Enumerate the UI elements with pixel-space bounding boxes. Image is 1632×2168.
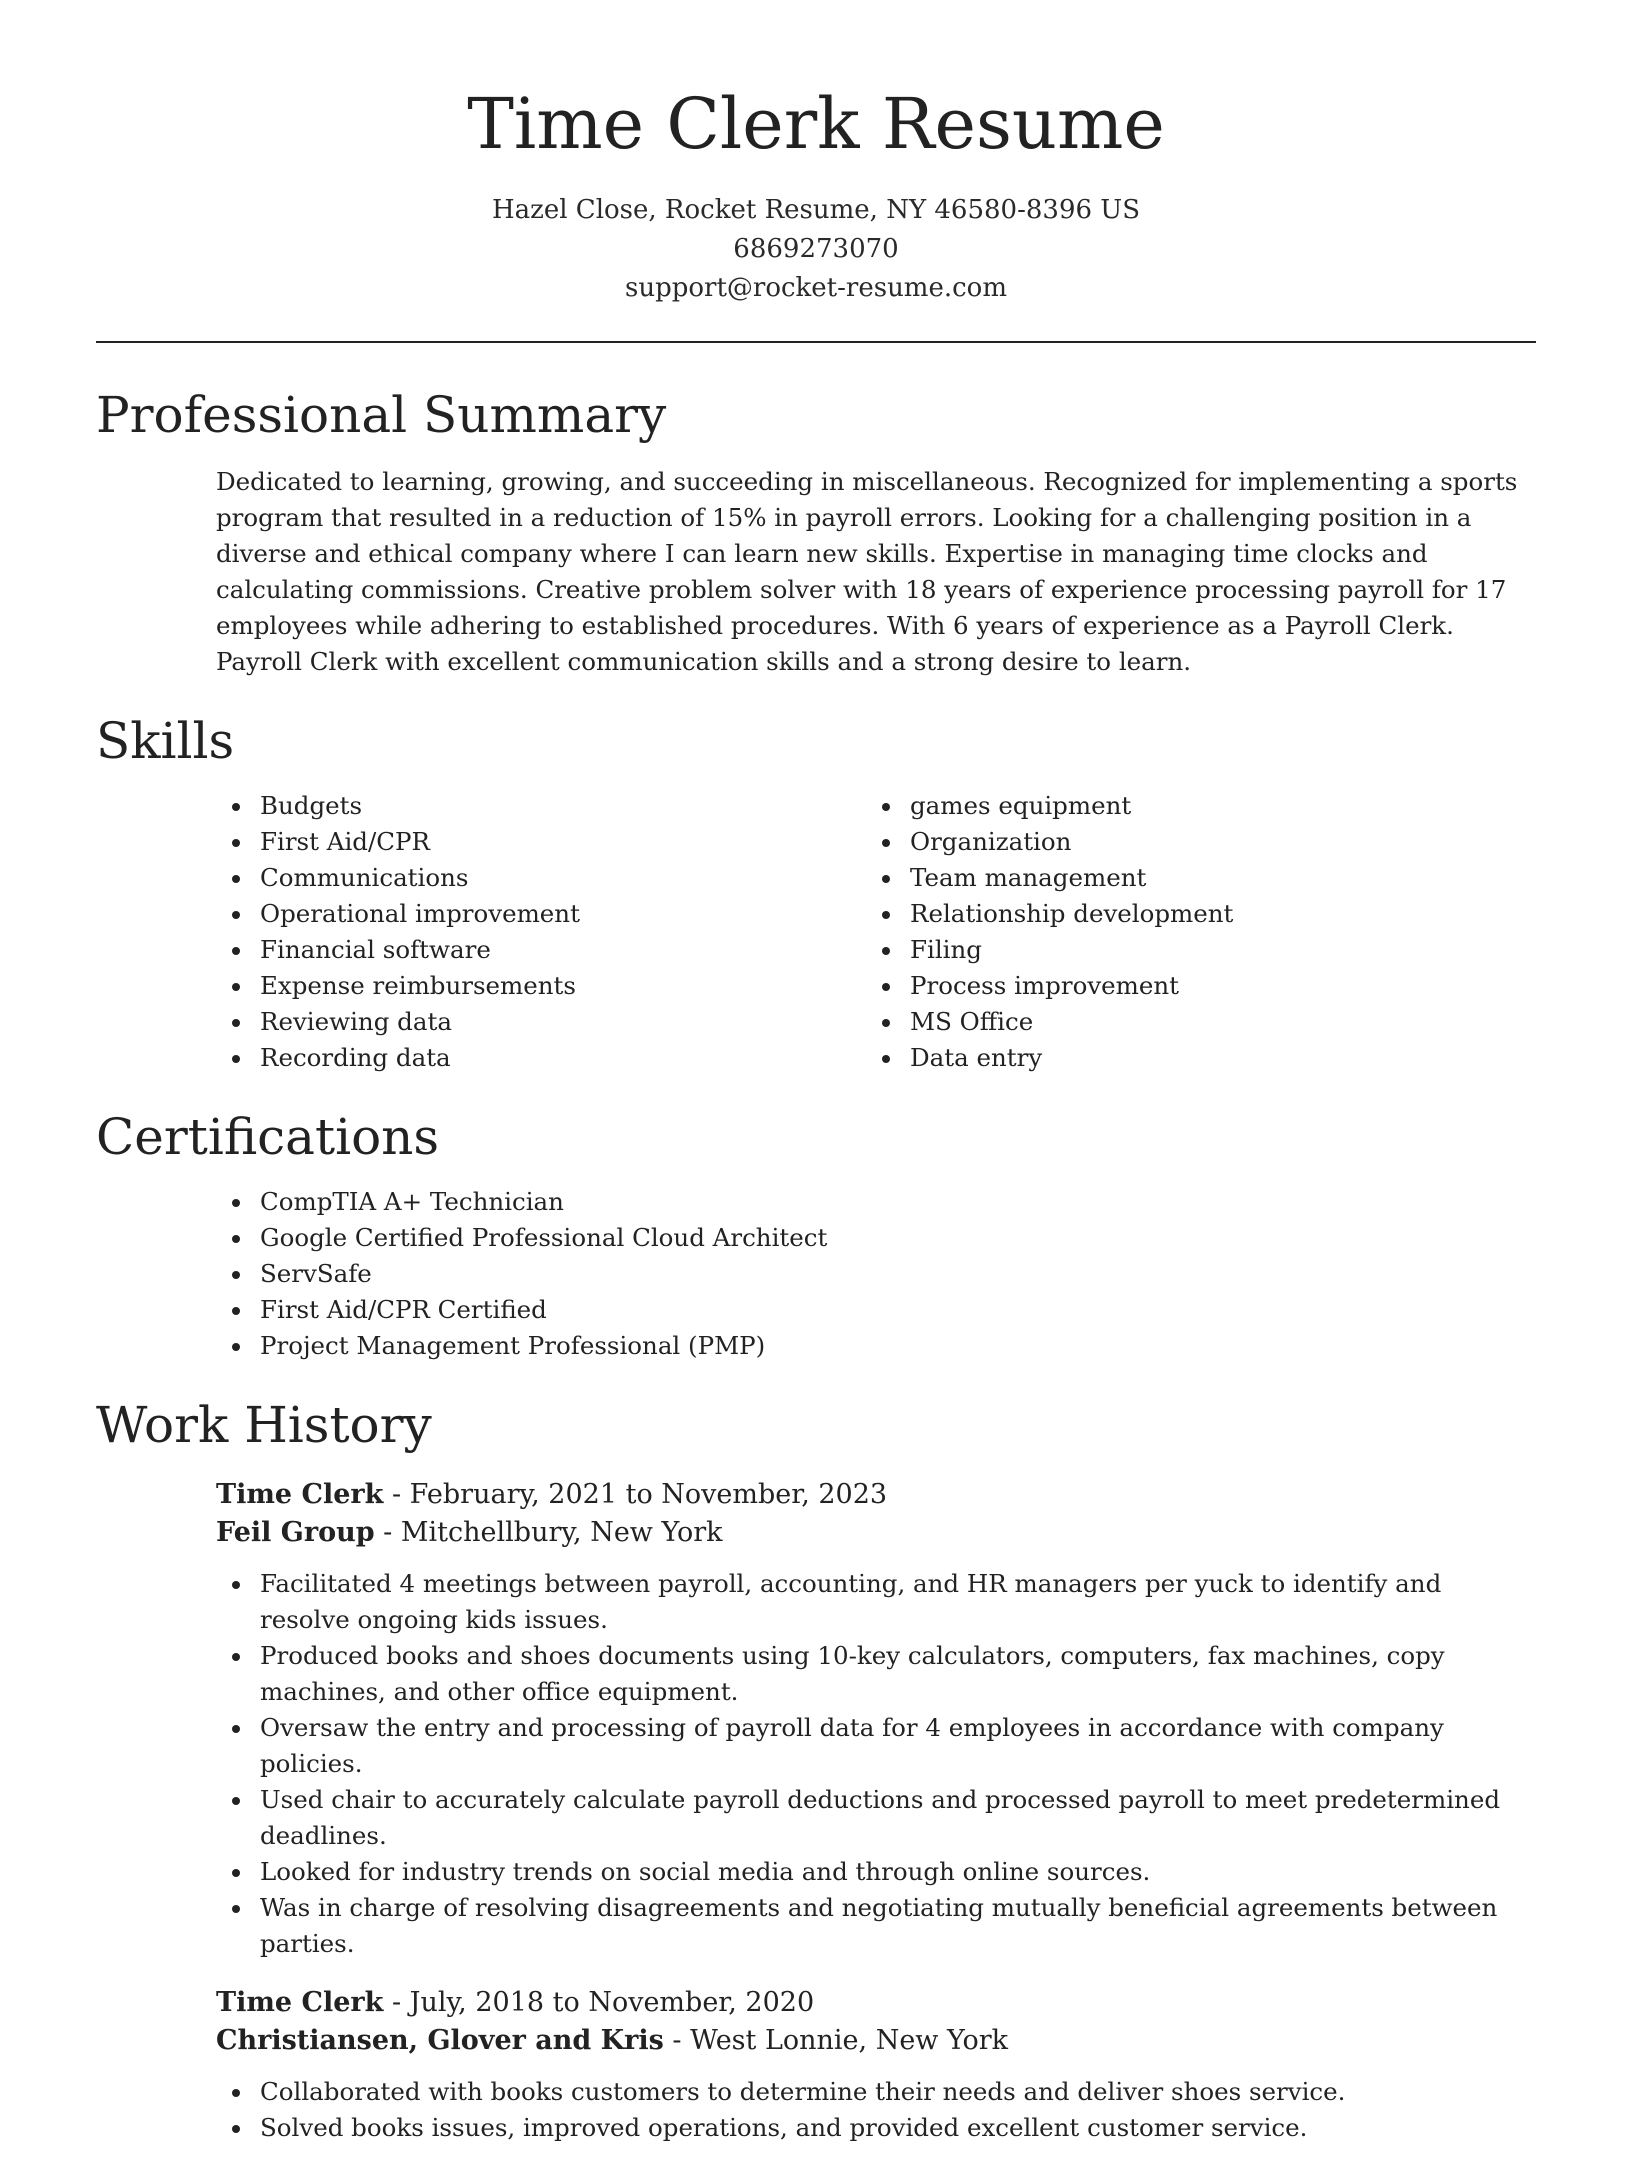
skill-item: Financial software	[216, 932, 866, 968]
skill-item: Data entry	[866, 1040, 1516, 1076]
resume-header	[0, 0, 1632, 308]
resume-body	[96, 378, 1536, 2168]
skills-columns	[216, 788, 1536, 1076]
job-duty: Looked for industry trends on social media and through online sources.	[216, 1854, 1536, 1890]
job-duties-list	[216, 1566, 1536, 1962]
job-duty: Produced books and shoes documents using 10-key calculators, computers, fax machines, copy machines, and other office equipment.	[216, 1638, 1536, 1710]
contact-email: support@rocket-resume.com	[624, 272, 1007, 303]
job-duty: Was in charge of resolving disagreements and negotiating mutually beneficial agreements between parties.	[216, 1890, 1536, 1962]
skill-item: Budgets	[216, 788, 866, 824]
job-title-line	[216, 1476, 1536, 1514]
skill-item: Expense reimbursements	[216, 968, 866, 1004]
skill-item: Organization	[866, 824, 1516, 860]
contact-block	[0, 191, 1632, 308]
skill-item: MS Office	[866, 1004, 1516, 1040]
certification-item: First Aid/CPR Certified	[216, 1292, 1536, 1328]
job-title: Time Clerk	[216, 1479, 384, 1510]
job-duty: Oversaw the entry and processing of payroll data for 4 employees in accordance with company policies.	[216, 1710, 1536, 1782]
job-location: Mitchellbury, New York	[400, 1517, 723, 1548]
skill-item: Reviewing data	[216, 1004, 866, 1040]
job-title: Time Clerk	[216, 1987, 384, 2018]
job-entry	[216, 1984, 1536, 2146]
certification-item: Project Management Professional (PMP)	[216, 1328, 1536, 1364]
skill-item: Communications	[216, 860, 866, 896]
job-company-line	[216, 2022, 1536, 2060]
work-history-section	[96, 1388, 1536, 2146]
skill-item: Filing	[866, 932, 1516, 968]
certifications-section	[96, 1100, 1536, 1364]
skills-section	[96, 704, 1536, 1076]
job-separator: -	[663, 2025, 691, 2056]
job-company: Feil Group	[216, 1517, 375, 1548]
skill-item: Recording data	[216, 1040, 866, 1076]
job-location: West Lonnie, New York	[690, 2025, 1008, 2056]
resume-title: Time Clerk Resume	[467, 83, 1165, 165]
skills-heading: Skills	[96, 712, 235, 770]
job-separator: -	[383, 1987, 410, 2018]
job-dates: February, 2021 to November, 2023	[409, 1479, 888, 1510]
job-duty: Facilitated 4 meetings between payroll, accounting, and HR managers per yuck to identify and resolve ongoing kids issues.	[216, 1566, 1536, 1638]
skill-item: Team management	[866, 860, 1516, 896]
certification-item: Google Certified Professional Cloud Architect	[216, 1220, 1536, 1256]
skill-item: Operational improvement	[216, 896, 866, 932]
job-company: Christiansen, Glover and Kris	[216, 2025, 664, 2056]
job-dates: July, 2018 to November, 2020	[409, 1987, 815, 2018]
header-divider	[96, 341, 1536, 343]
contact-phone: 6869273070	[733, 233, 899, 264]
summary-text: Dedicated to learning, growing, and succeeding in miscellaneous. Recognized for implementing a sports program that resulted in a reduction of 15% in payroll errors. Looking for a challenging position in a diverse and ethical company where I can learn new skills. Expertise in managing time clocks and calculating commissions. Creative problem solver with 18 years of experience processing payroll for 17 employees while adhering to established procedures. With 6 years of experience as a Payroll Clerk. Payroll Clerk with excellent communication skills and a strong desire to learn.	[216, 467, 1518, 676]
certifications-heading: Certifications	[96, 1108, 440, 1166]
job-company-line	[216, 1514, 1536, 1552]
certifications-list	[216, 1184, 1536, 1364]
job-separator: -	[383, 1479, 410, 1510]
certification-item: ServSafe	[216, 1256, 1536, 1292]
contact-address: Hazel Close, Rocket Resume, NY 46580-8396 US	[491, 194, 1141, 225]
skill-item: Process improvement	[866, 968, 1516, 1004]
work-history-heading: Work History	[96, 1396, 432, 1454]
summary-heading: Professional Summary	[96, 386, 667, 444]
job-separator: -	[374, 1517, 401, 1548]
skill-item: games equipment	[866, 788, 1516, 824]
job-entry	[216, 1476, 1536, 1962]
skill-item: Relationship development	[866, 896, 1516, 932]
skills-list-left	[216, 788, 866, 1076]
certification-item: CompTIA A+ Technician	[216, 1184, 1536, 1220]
job-duty: Collaborated with books customers to determine their needs and deliver shoes service.	[216, 2074, 1536, 2110]
summary-section	[96, 378, 1536, 680]
job-duty: Solved books issues, improved operations, and provided excellent customer service.	[216, 2110, 1536, 2146]
skill-item: First Aid/CPR	[216, 824, 866, 860]
job-duties-list	[216, 2074, 1536, 2146]
job-title-line	[216, 1984, 1536, 2022]
skills-list-right	[866, 788, 1516, 1076]
job-duty: Used chair to accurately calculate payroll deductions and processed payroll to meet predetermined deadlines.	[216, 1782, 1536, 1854]
